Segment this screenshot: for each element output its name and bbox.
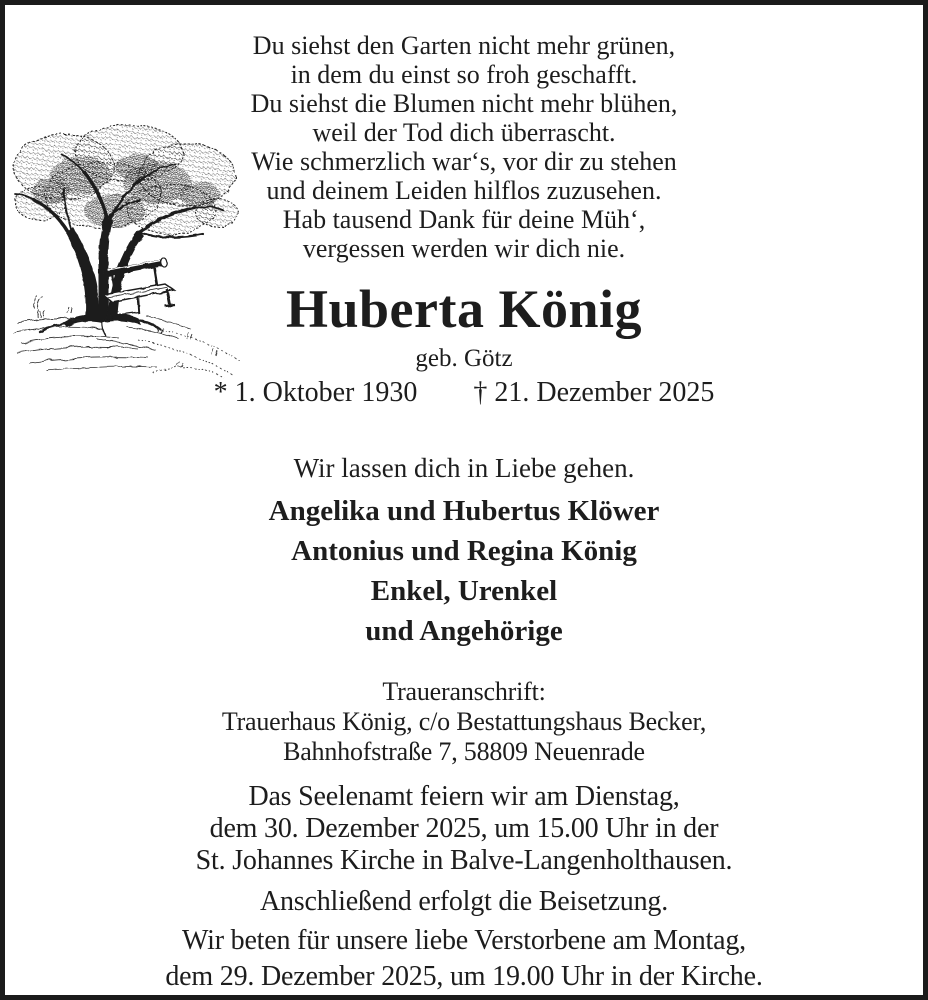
address-line: Bahnhofstraße 7, 58809 Neuenrade xyxy=(283,737,645,766)
poem-line: und deinem Leiden hilflos zuzusehen. xyxy=(266,176,662,205)
burial-line: Anschließend erfolgt die Beisetzung. xyxy=(259,886,668,917)
birth-date: * 1. Oktober 1930 xyxy=(213,377,418,408)
service-details xyxy=(5,781,923,877)
address-label: Traueranschrift: xyxy=(382,677,546,706)
maiden-name: geb. Götz xyxy=(415,345,513,372)
poem-line: in dem du einst so froh geschafft. xyxy=(290,60,638,89)
prayer-line: dem 29. Dezember 2025, um 19.00 Uhr in der Kirche. xyxy=(165,961,763,992)
deceased-name: Huberta König xyxy=(285,279,643,339)
mourner-line: Enkel, Urenkel xyxy=(370,575,558,607)
poem-line: Du siehst den Garten nicht mehr grünen, xyxy=(252,31,676,60)
service-line: St. Johannes Kirche in Balve-Langenholthausen. xyxy=(195,845,733,876)
prayer-line: Wir beten für unsere liebe Verstorbene am Montag, xyxy=(182,925,746,956)
poem-line: Wie schmerzlich war‘s, vor dir zu stehen xyxy=(251,147,677,176)
poem-line: weil der Tod dich überrascht. xyxy=(312,118,616,147)
mourning-address xyxy=(5,677,923,767)
prayer-details xyxy=(5,923,923,995)
mourners-list xyxy=(5,491,923,651)
mourner-line: Antonius und Regina König xyxy=(291,535,637,567)
poem-line: vergessen werden wir dich nie. xyxy=(302,234,626,263)
mourner-line: und Angehörige xyxy=(365,615,563,647)
death-date: † 21. Dezember 2025 xyxy=(473,377,715,408)
poem-line: Hab tausend Dank für deine Müh‘, xyxy=(282,205,646,234)
poem-line: Du siehst die Blumen nicht mehr blühen, xyxy=(250,89,678,118)
farewell-line: Wir lassen dich in Liebe gehen. xyxy=(293,453,635,483)
mourner-line: Angelika und Hubertus Klöwer xyxy=(268,495,660,527)
service-line: Das Seelenamt feiern wir am Dienstag, xyxy=(248,781,680,812)
address-line: Trauerhaus König, c/o Bestattungshaus Becker, xyxy=(221,707,707,736)
service-line: dem 30. Dezember 2025, um 15.00 Uhr in der xyxy=(209,813,719,844)
memorial-poem xyxy=(5,31,923,263)
life-dates xyxy=(5,377,923,409)
